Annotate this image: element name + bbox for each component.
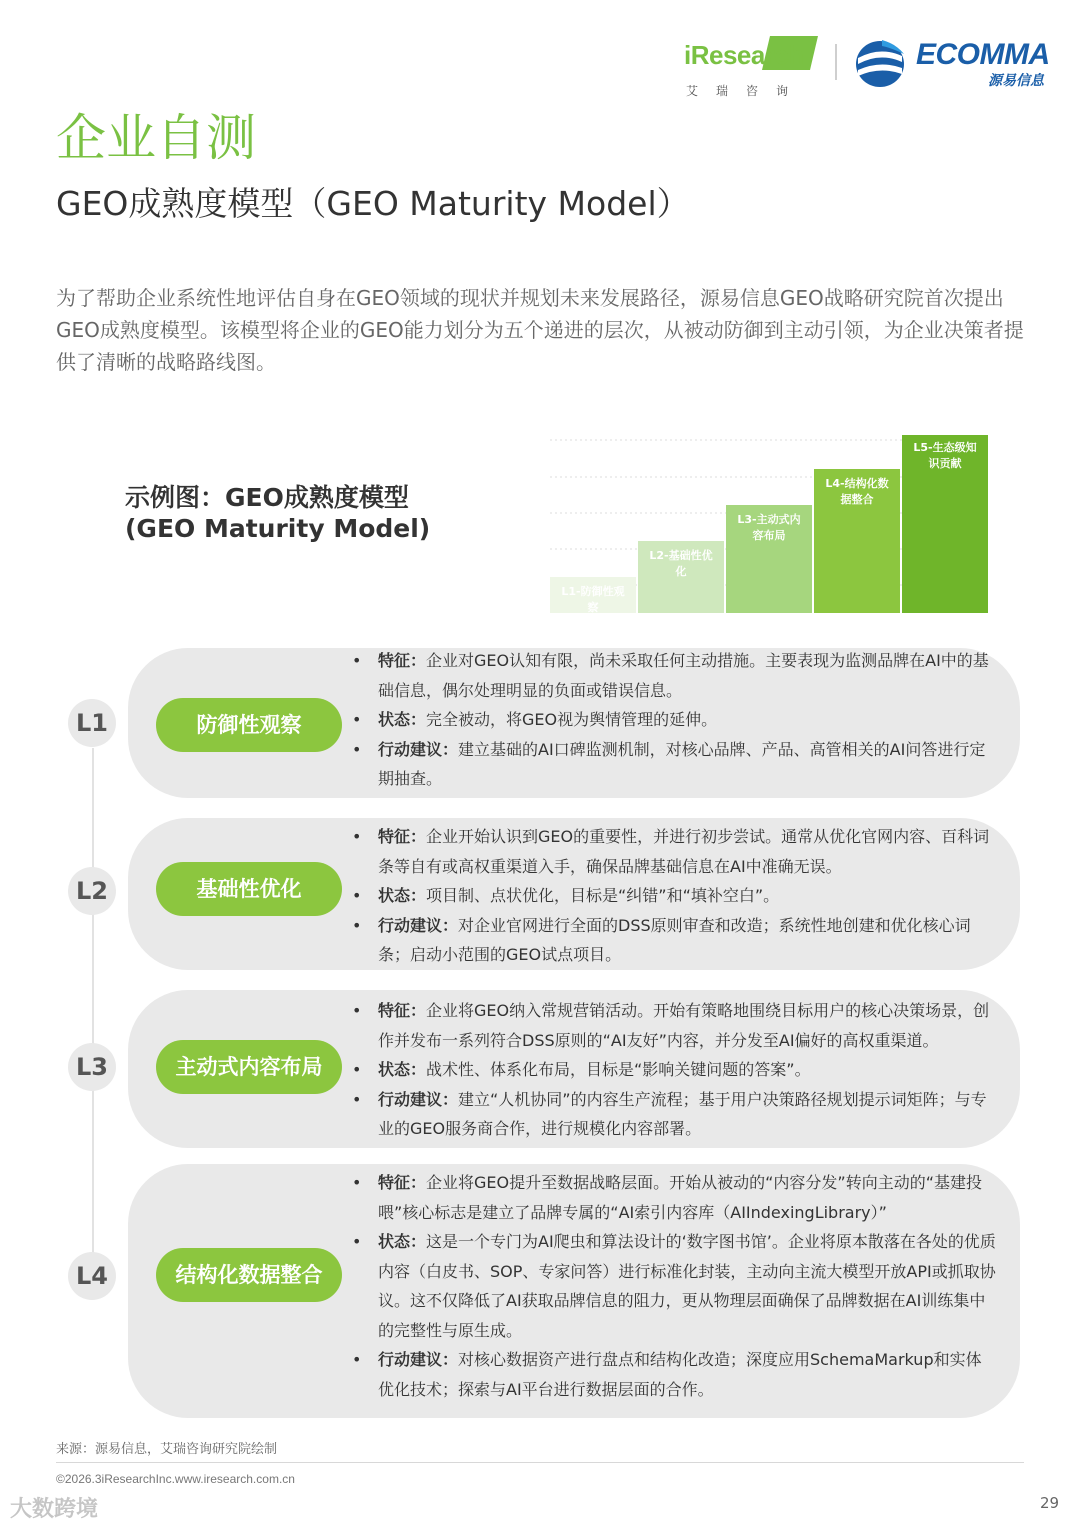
page-subtitle: GEO成熟度模型（GEO Maturity Model）	[56, 184, 690, 223]
level-bullets	[352, 646, 996, 794]
level-row-l3	[56, 990, 1036, 1148]
ecomma-wordmark: ECOMMA	[916, 38, 1050, 71]
staircase-step-label: L1-防御性观察	[561, 585, 625, 614]
level-row-l2	[56, 818, 1036, 970]
bullet-feature: • 特征：企业将GEO提升至数据战略层面。开始从被动的“内容分发”转向主动的“基建投喂”核心标志是建立了品牌专属的“AI索引内容库（AIIndexingLibrary）”	[352, 1168, 996, 1227]
level-row-l4	[56, 1164, 1036, 1418]
bullet-action: • 行动建议：建立“人机协同”的内容生产流程；基于用户决策路径规划提示词矩阵；与专业的GEO服务商合作，进行规模化内容部署。	[352, 1085, 996, 1144]
level-badge: L2	[68, 867, 116, 915]
staircase-step	[814, 469, 900, 613]
watermark-text: 大数跨境	[10, 1497, 99, 1522]
level-badge: L4	[68, 1252, 116, 1300]
level-bullets	[352, 996, 996, 1144]
ecomma-chinese-name: 源易信息	[988, 73, 1044, 89]
ecomma-logo-icon	[852, 38, 908, 90]
level-row-l1	[56, 648, 1036, 798]
level-name-pill: 结构化数据整合	[156, 1248, 342, 1302]
logo-divider	[835, 44, 837, 80]
level-badge: L3	[68, 1043, 116, 1091]
maturity-staircase	[550, 435, 990, 617]
level-name-pill: 防御性观察	[156, 698, 342, 752]
figure-title-line1: 示例图：GEO成熟度模型	[125, 483, 409, 512]
level-bullets	[352, 1168, 996, 1404]
page-number: 29	[1040, 1494, 1060, 1512]
level-name-pill: 主动式内容布局	[156, 1040, 342, 1094]
source-note: 来源：源易信息，艾瑞咨询研究院绘制	[56, 1442, 278, 1457]
level-bullets	[352, 822, 996, 970]
figure-title-line2: (GEO Maturity Model)	[125, 514, 431, 543]
staircase-step-label: L3-主动式内容布局	[737, 513, 801, 542]
bullet-status: • 状态：这是一个专门为AI爬虫和算法设计的‘数字图书馆’。企业将原本散落在各处的优质内容（白皮书、SOP、专家问答）进行标准化封装，主动向主流大模型开放API或抓取协议。这不仅降低了AI获取品牌信息的阻力，更从物理层面确保了品牌数据在AI训练集中的完整性与原生成。	[352, 1227, 996, 1345]
copyright: ©2026.3iResearchInc.www.iresearch.com.cn	[56, 1472, 295, 1486]
level-badge: L1	[68, 699, 116, 747]
iresearch-chinese-name: 艾瑞咨询	[686, 84, 807, 98]
staircase-step-label: L2-基础性优化	[649, 549, 713, 578]
bullet-action: • 行动建议：建立基础的AI口碑监测机制，对核心品牌、产品、高管相关的AI问答进行定期抽查。	[352, 735, 996, 794]
intro-paragraph: 为了帮助企业系统性地评估自身在GEO领域的现状并规划未来发展路径，源易信息GEO战略研究院首次提出GEO成熟度模型。该模型将企业的GEO能力划分为五个递进的层次，从被动防御到主动引领，为企业决策者提供了清晰的战略路线图。	[56, 286, 1024, 374]
iresearch-wordmark: iResearch	[684, 40, 804, 70]
bullet-feature: • 特征：企业开始认识到GEO的重要性，并进行初步尝试。通常从优化官网内容、百科词条等自有或高权重渠道入手，确保品牌基础信息在AI中准确无误。	[352, 822, 996, 881]
bullet-feature: • 特征：企业对GEO认知有限，尚未采取任何主动措施。主要表现为监测品牌在AI中的基础信息，偶尔处理明显的负面或错误信息。	[352, 646, 996, 705]
bullet-action: • 行动建议：对核心数据资产进行盘点和结构化改造；深度应用SchemaMarkup和实体优化技术；探索与AI平台进行数据层面的合作。	[352, 1345, 996, 1404]
bullet-status: • 状态：战术性、体系化布局，目标是“影响关键问题的答案”。	[352, 1055, 996, 1085]
footer-divider	[56, 1462, 1024, 1463]
figure-title	[125, 482, 430, 544]
staircase-step-label: L4-结构化数据整合	[825, 477, 889, 506]
level-name-pill: 基础性优化	[156, 862, 342, 916]
bullet-status: • 状态：项目制、点状优化，目标是“纠错”和“填补空白”。	[352, 881, 996, 911]
staircase-step-label: L5-生态级知识贡献	[913, 441, 977, 470]
page-title: 企业自测	[56, 109, 256, 167]
bullet-feature: • 特征：企业将GEO纳入常规营销活动。开始有策略地围绕目标用户的核心决策场景，创作并发布一系列符合DSS原则的“AI友好”内容，并分发至AI偏好的高权重渠道。	[352, 996, 996, 1055]
bullet-action: • 行动建议：对企业官网进行全面的DSS原则审查和改造；系统性地创建和优化核心词条；启动小范围的GEO试点项目。	[352, 911, 996, 970]
bullet-status: • 状态：完全被动，将GEO视为舆情管理的延伸。	[352, 705, 996, 735]
